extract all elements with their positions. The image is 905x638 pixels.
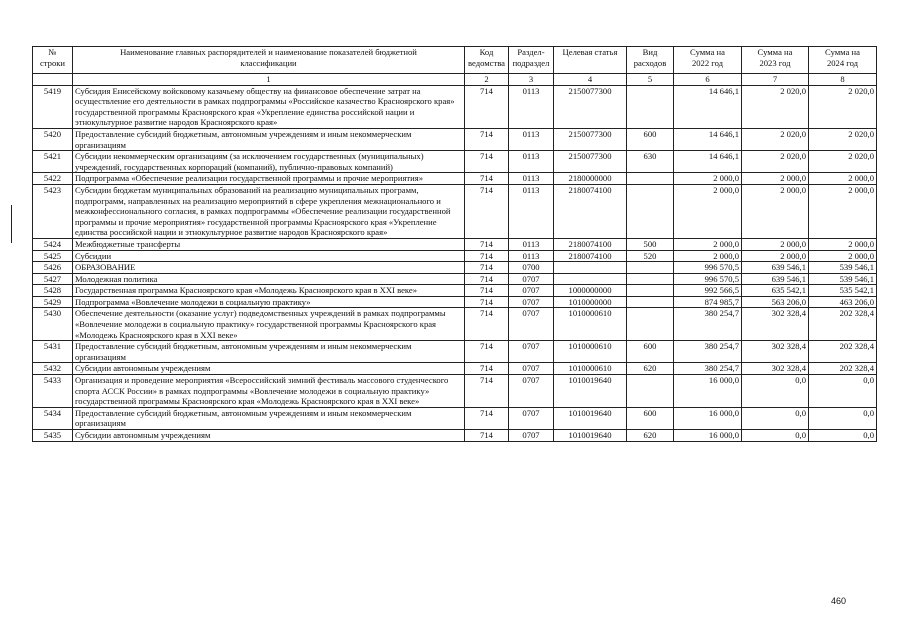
row-sum-2023: 635 542,1 (742, 285, 809, 297)
row-dept-code: 714 (465, 262, 509, 274)
row-name: Субсидии бюджетам муниципальных образований на реализацию муниципальных программ, подпрограмм, направленных на реализацию мероприятий в сфере укрепления межнационального и межконфессионального согласия, в рамках подпрограммы «Обеспечение реализации государственной программы и прочие мероприятия» государственной программы Красноярского края «Укрепление единства российской нации и этнокультурное развитие народов Красноярского края» (73, 184, 465, 238)
table-row (33, 173, 877, 185)
row-sum-2023: 302 328,4 (742, 363, 809, 375)
row-section-code: 0113 (509, 184, 554, 238)
row-name: Межбюджетные трансферты (73, 238, 465, 250)
row-sum-2022: 380 254,7 (674, 363, 742, 375)
column-number (33, 74, 73, 86)
row-sum-2023: 0,0 (742, 407, 809, 429)
row-sum-2023: 0,0 (742, 430, 809, 442)
row-sum-2024: 2 000,0 (809, 173, 877, 185)
row-number: 5419 (33, 85, 73, 128)
row-section-code: 0707 (509, 285, 554, 297)
row-section-code: 0113 (509, 250, 554, 262)
row-expense-code (627, 262, 674, 274)
row-target-code: 2180074100 (554, 238, 627, 250)
table-row (33, 296, 877, 308)
row-expense-code (627, 285, 674, 297)
row-dept-code: 714 (465, 273, 509, 285)
row-number: 5430 (33, 308, 73, 341)
table-row (33, 250, 877, 262)
row-number: 5429 (33, 296, 73, 308)
row-name: Организация и проведение мероприятия «Всероссийский зимний фестиваль массового студенческого спорта АССК России» в рамках подпрограммы «Вовлечение молодежи в социальную практику» государственной программы Красноярского края «Молодежь Красноярского края в XXI веке» (73, 375, 465, 408)
row-target-code: 1000000000 (554, 285, 627, 297)
row-sum-2024: 539 546,1 (809, 262, 877, 274)
row-sum-2023: 302 328,4 (742, 308, 809, 341)
row-number: 5432 (33, 363, 73, 375)
row-sum-2024: 535 542,1 (809, 285, 877, 297)
table-row (33, 341, 877, 363)
row-sum-2022: 2 000,0 (674, 250, 742, 262)
row-expense-code: 600 (627, 407, 674, 429)
column-number: 4 (554, 74, 627, 86)
row-sum-2024: 0,0 (809, 375, 877, 408)
row-sum-2022: 380 254,7 (674, 308, 742, 341)
row-target-code: 1010019640 (554, 407, 627, 429)
row-name: Субсидии (73, 250, 465, 262)
table-row (33, 407, 877, 429)
row-target-code: 2150077300 (554, 85, 627, 128)
row-expense-code (627, 273, 674, 285)
column-number: 7 (742, 74, 809, 86)
row-sum-2022: 996 570,5 (674, 262, 742, 274)
row-sum-2024: 2 000,0 (809, 238, 877, 250)
row-dept-code: 714 (465, 128, 509, 150)
margin-mark (11, 205, 12, 243)
row-dept-code: 714 (465, 308, 509, 341)
row-number: 5423 (33, 184, 73, 238)
row-number: 5420 (33, 128, 73, 150)
row-sum-2024: 2 000,0 (809, 184, 877, 238)
row-sum-2023: 2 020,0 (742, 85, 809, 128)
row-name: Субсидия Енисейскому войсковому казачьему обществу на финансовое обеспечение затрат на осуществление его деятельности в рамках подпрограммы «Российское казачество Красноярского края» государственной программы Красноярского края «Укрепление единства российской нации и этнокультурное развитие народов Красноярского края» (73, 85, 465, 128)
row-expense-code: 620 (627, 363, 674, 375)
row-expense-code (627, 375, 674, 408)
row-section-code: 0707 (509, 363, 554, 375)
row-sum-2022: 380 254,7 (674, 341, 742, 363)
row-sum-2022: 14 646,1 (674, 128, 742, 150)
row-section-code: 0113 (509, 151, 554, 173)
row-sum-2024: 463 206,0 (809, 296, 877, 308)
table-row (33, 262, 877, 274)
row-name: Молодежная политика (73, 273, 465, 285)
row-sum-2023: 639 546,1 (742, 273, 809, 285)
row-expense-code: 600 (627, 128, 674, 150)
row-name: Подпрограмма «Вовлечение молодежи в социальную практику» (73, 296, 465, 308)
row-section-code: 0113 (509, 238, 554, 250)
row-sum-2022: 2 000,0 (674, 238, 742, 250)
row-dept-code: 714 (465, 238, 509, 250)
row-sum-2022: 16 000,0 (674, 430, 742, 442)
header-row (33, 47, 877, 74)
row-expense-code (627, 308, 674, 341)
row-section-code: 0707 (509, 308, 554, 341)
row-sum-2023: 639 546,1 (742, 262, 809, 274)
row-sum-2022: 14 646,1 (674, 85, 742, 128)
row-name: Предоставление субсидий бюджетным, автономным учреждениям и иным некоммерческим организациям (73, 128, 465, 150)
row-section-code: 0707 (509, 296, 554, 308)
header-dept: Код ведомства (465, 47, 509, 74)
row-dept-code: 714 (465, 151, 509, 173)
row-sum-2024: 2 020,0 (809, 85, 877, 128)
row-section-code: 0113 (509, 173, 554, 185)
row-dept-code: 714 (465, 341, 509, 363)
row-sum-2024: 202 328,4 (809, 363, 877, 375)
row-section-code: 0707 (509, 273, 554, 285)
column-number: 1 (73, 74, 465, 86)
row-expense-code: 520 (627, 250, 674, 262)
row-expense-code: 600 (627, 341, 674, 363)
row-number: 5424 (33, 238, 73, 250)
row-number: 5427 (33, 273, 73, 285)
row-section-code: 0113 (509, 85, 554, 128)
row-sum-2023: 2 000,0 (742, 173, 809, 185)
row-sum-2024: 0,0 (809, 407, 877, 429)
column-number: 6 (674, 74, 742, 86)
row-sum-2022: 992 566,5 (674, 285, 742, 297)
row-sum-2023: 0,0 (742, 375, 809, 408)
table-row (33, 128, 877, 150)
row-target-code: 2180074100 (554, 250, 627, 262)
row-sum-2023: 302 328,4 (742, 341, 809, 363)
row-dept-code: 714 (465, 184, 509, 238)
row-name: Подпрограмма «Обеспечение реализации государственной программы и прочие мероприятия» (73, 173, 465, 185)
row-sum-2024: 539 546,1 (809, 273, 877, 285)
row-sum-2022: 2 000,0 (674, 184, 742, 238)
row-sum-2024: 0,0 (809, 430, 877, 442)
budget-table (32, 46, 877, 442)
row-number: 5428 (33, 285, 73, 297)
row-number: 5425 (33, 250, 73, 262)
header-sum-2022: Сумма на 2022 год (674, 47, 742, 74)
row-dept-code: 714 (465, 375, 509, 408)
row-dept-code: 714 (465, 250, 509, 262)
row-sum-2022: 2 000,0 (674, 173, 742, 185)
header-expense: Вид расходов (627, 47, 674, 74)
table-row (33, 85, 877, 128)
row-target-code: 2180000000 (554, 173, 627, 185)
row-target-code: 1010000610 (554, 363, 627, 375)
header-target: Целевая статья (554, 47, 627, 74)
row-target-code (554, 273, 627, 285)
row-dept-code: 714 (465, 296, 509, 308)
row-sum-2024: 2 000,0 (809, 250, 877, 262)
row-section-code: 0700 (509, 262, 554, 274)
header-sum-2023: Сумма на 2023 год (742, 47, 809, 74)
row-dept-code: 714 (465, 430, 509, 442)
row-target-code: 1010000610 (554, 308, 627, 341)
row-section-code: 0707 (509, 375, 554, 408)
table-row (33, 363, 877, 375)
row-sum-2023: 563 206,0 (742, 296, 809, 308)
row-number: 5434 (33, 407, 73, 429)
row-expense-code (627, 173, 674, 185)
row-target-code: 1010000000 (554, 296, 627, 308)
row-name: Предоставление субсидий бюджетным, автономным учреждениям и иным некоммерческим организациям (73, 407, 465, 429)
row-expense-code (627, 85, 674, 128)
row-sum-2024: 2 020,0 (809, 128, 877, 150)
row-section-code: 0707 (509, 407, 554, 429)
row-name: Субсидии некоммерческим организациям (за исключением государственных (муниципальных) учреждений, государственных корпораций (компаний), публично-правовых компаний) (73, 151, 465, 173)
row-target-code: 2150077300 (554, 128, 627, 150)
row-sum-2022: 16 000,0 (674, 407, 742, 429)
table-row (33, 151, 877, 173)
row-sum-2022: 14 646,1 (674, 151, 742, 173)
row-number: 5435 (33, 430, 73, 442)
row-expense-code: 500 (627, 238, 674, 250)
table-row (33, 238, 877, 250)
row-dept-code: 714 (465, 363, 509, 375)
header-row-no: № строки (33, 47, 73, 74)
column-number: 2 (465, 74, 509, 86)
row-sum-2022: 16 000,0 (674, 375, 742, 408)
row-sum-2023: 2 000,0 (742, 184, 809, 238)
row-name: Государственная программа Красноярского края «Молодежь Красноярского края в XXI веке» (73, 285, 465, 297)
row-expense-code (627, 296, 674, 308)
row-expense-code (627, 184, 674, 238)
table-row (33, 430, 877, 442)
row-target-code: 1010000610 (554, 341, 627, 363)
table-row (33, 184, 877, 238)
row-expense-code: 630 (627, 151, 674, 173)
row-number: 5433 (33, 375, 73, 408)
column-number: 8 (809, 74, 877, 86)
row-number: 5421 (33, 151, 73, 173)
row-target-code: 2180074100 (554, 184, 627, 238)
table-row (33, 375, 877, 408)
row-sum-2024: 202 328,4 (809, 341, 877, 363)
row-target-code (554, 262, 627, 274)
page-number: 460 (831, 596, 847, 606)
row-expense-code: 620 (627, 430, 674, 442)
row-number: 5426 (33, 262, 73, 274)
row-sum-2024: 2 020,0 (809, 151, 877, 173)
row-section-code: 0707 (509, 341, 554, 363)
row-section-code: 0707 (509, 430, 554, 442)
row-sum-2024: 202 328,4 (809, 308, 877, 341)
row-name: Субсидии автономным учреждениям (73, 430, 465, 442)
row-dept-code: 714 (465, 173, 509, 185)
row-target-code: 1010019640 (554, 430, 627, 442)
row-sum-2023: 2 020,0 (742, 128, 809, 150)
row-sum-2023: 2 020,0 (742, 151, 809, 173)
row-target-code: 1010019640 (554, 375, 627, 408)
row-number: 5422 (33, 173, 73, 185)
table-row (33, 285, 877, 297)
row-sum-2022: 996 570,5 (674, 273, 742, 285)
row-name: Предоставление субсидий бюджетным, автономным учреждениям и иным некоммерческим организациям (73, 341, 465, 363)
table-row (33, 273, 877, 285)
row-number: 5431 (33, 341, 73, 363)
row-sum-2022: 874 985,7 (674, 296, 742, 308)
column-number: 3 (509, 74, 554, 86)
row-name: Субсидии автономным учреждениям (73, 363, 465, 375)
header-sum-2024: Сумма на 2024 год (809, 47, 877, 74)
table-row (33, 308, 877, 341)
row-sum-2023: 2 000,0 (742, 238, 809, 250)
column-number: 5 (627, 74, 674, 86)
row-section-code: 0113 (509, 128, 554, 150)
row-name: ОБРАЗОВАНИЕ (73, 262, 465, 274)
row-target-code: 2150077300 (554, 151, 627, 173)
header-section: Раздел- подраздел (509, 47, 554, 74)
column-number-row (33, 74, 877, 86)
row-sum-2023: 2 000,0 (742, 250, 809, 262)
row-dept-code: 714 (465, 407, 509, 429)
row-dept-code: 714 (465, 85, 509, 128)
row-name: Обеспечение деятельности (оказание услуг) подведомственных учреждений в рамках подпрограммы «Вовлечение молодежи в социальную практику» государственной программы Красноярского края «Молодежь Красноярского края в XXI веке» (73, 308, 465, 341)
header-name: Наименование главных распорядителей и наименование показателей бюджетной классификации (73, 47, 465, 74)
row-dept-code: 714 (465, 285, 509, 297)
